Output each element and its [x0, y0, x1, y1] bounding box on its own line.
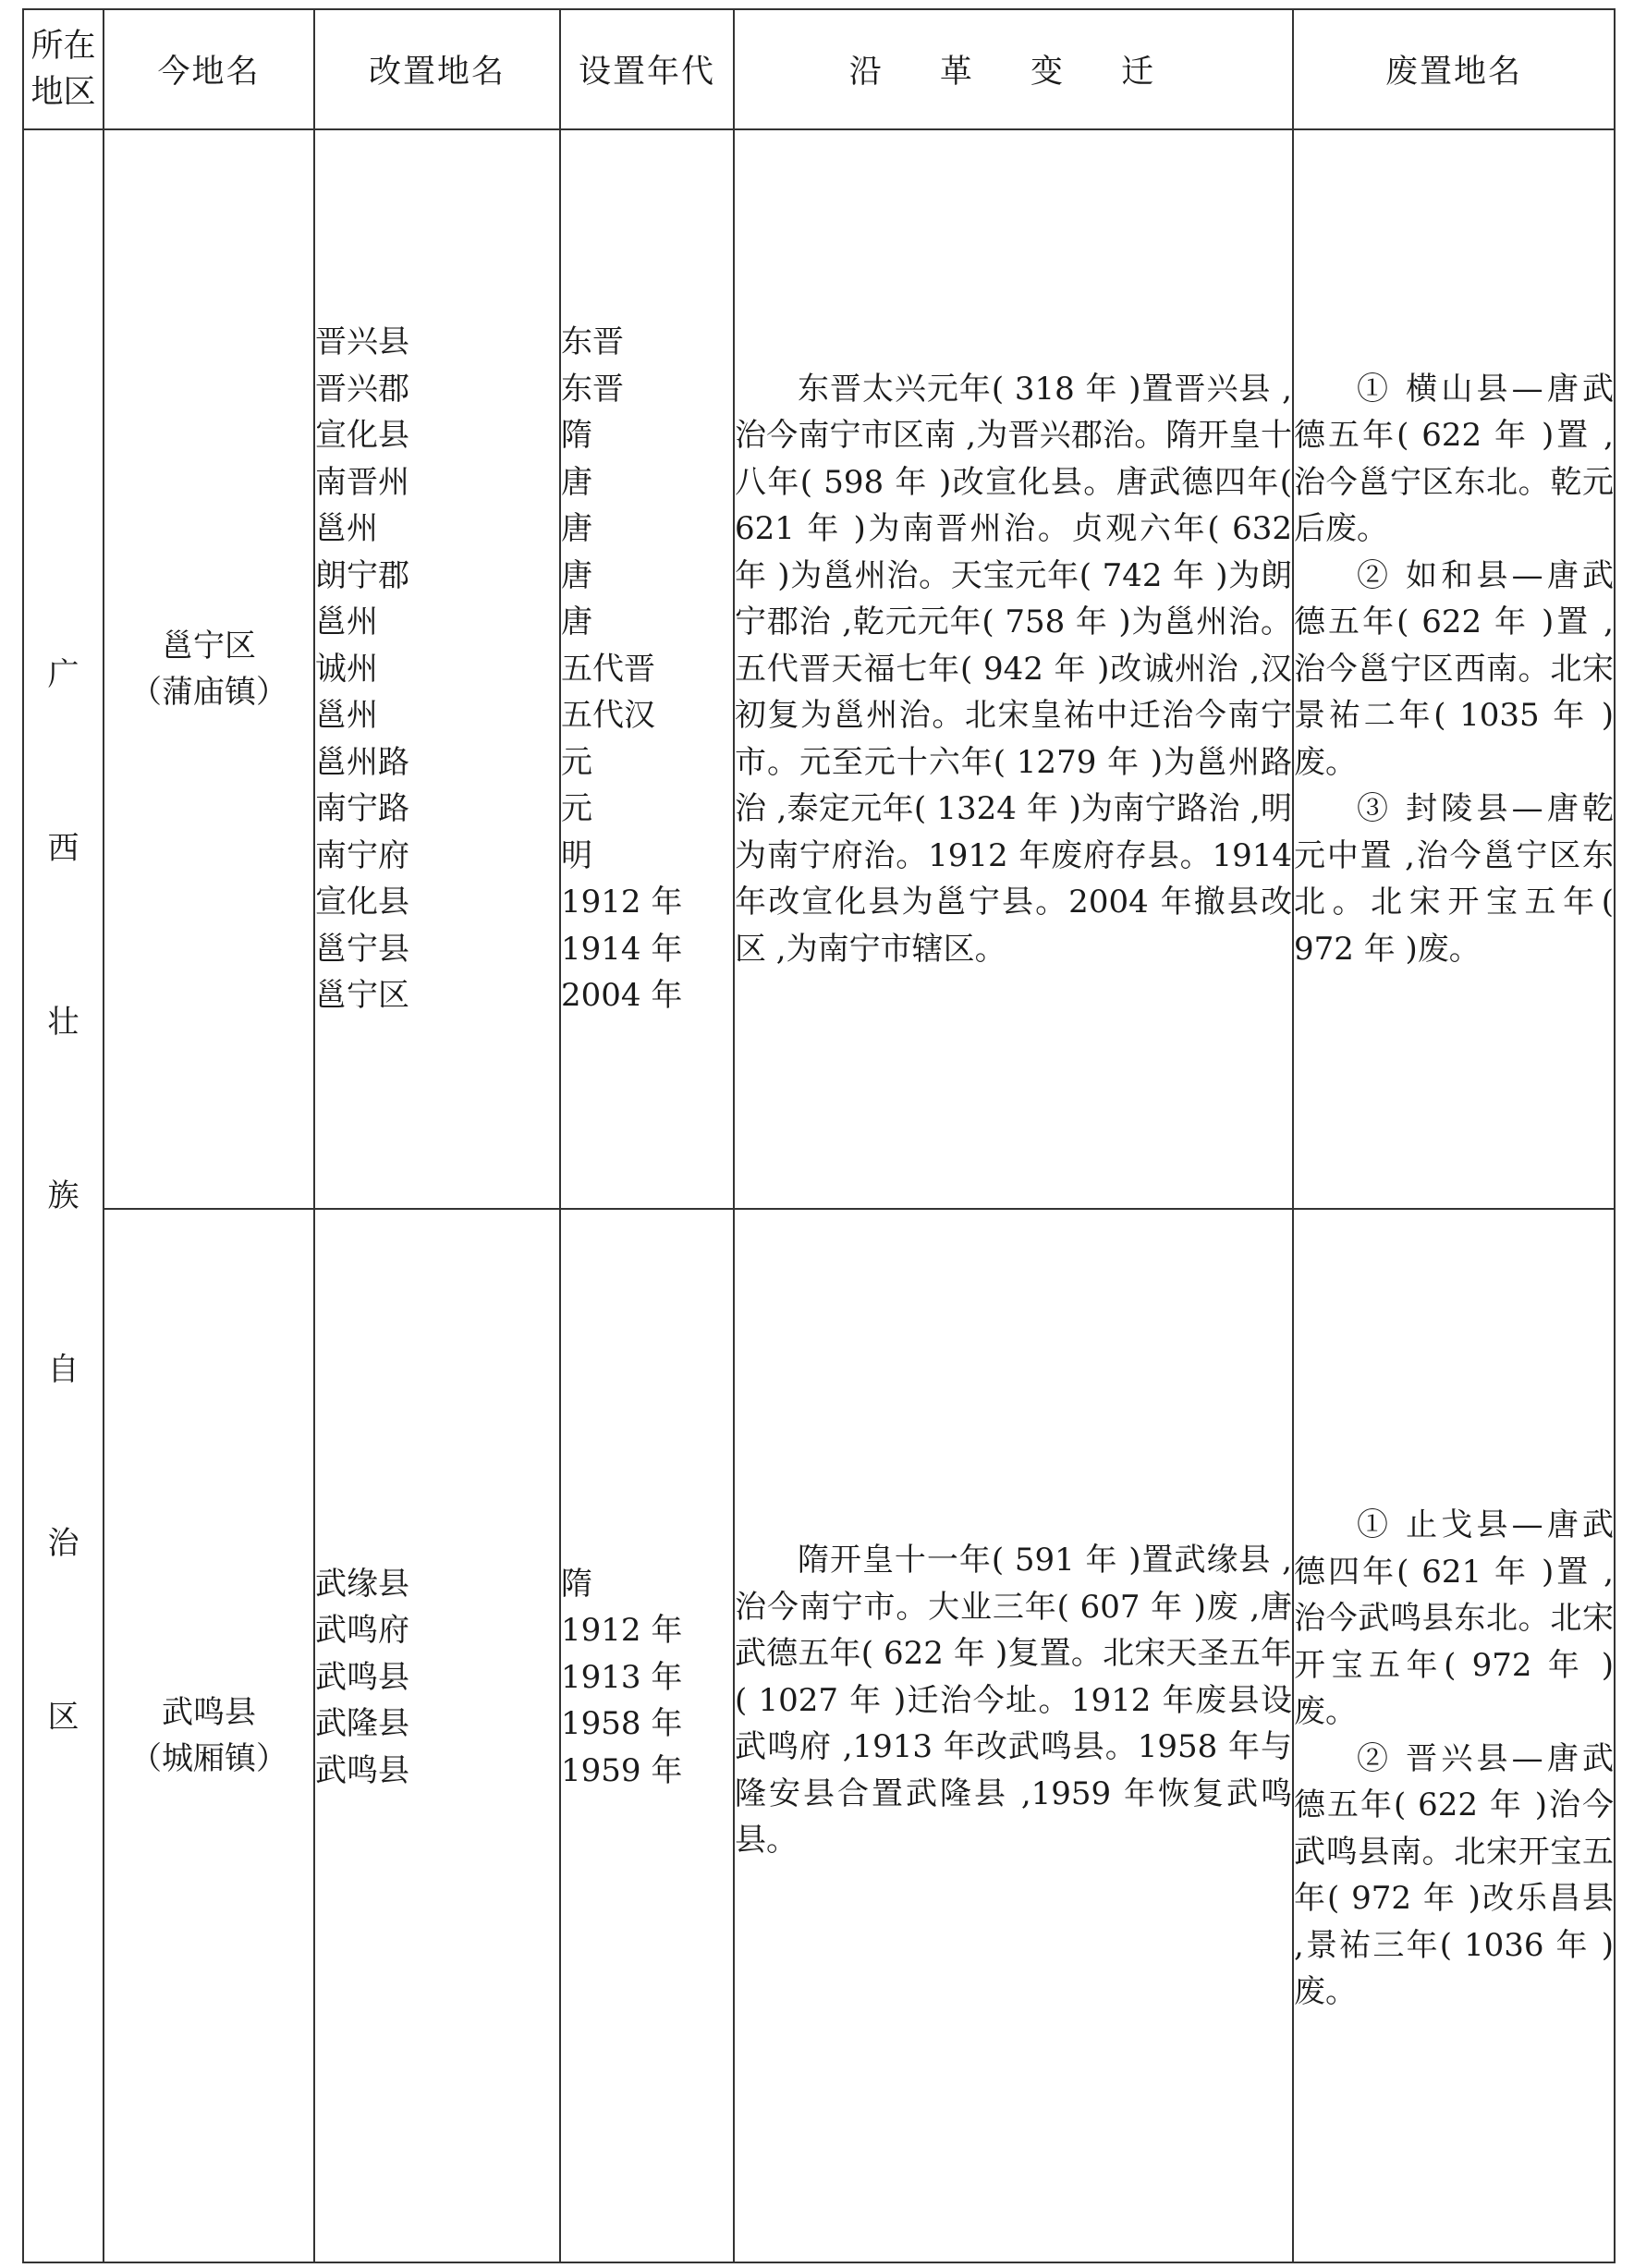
history-cell — [734, 1209, 1293, 2262]
abolished-item: ② 如和县—唐武德五年( 622 年 )置 ,治今邕宁区西南。北宋景祐二年( 1035 年 )废。 — [1294, 556, 1614, 781]
era-item: 1913 年 — [561, 1658, 683, 1696]
header-modern-name: 今地名 — [104, 9, 314, 129]
era-item: 1912 年 — [561, 884, 683, 921]
renamed-item: 邕州 — [315, 510, 378, 548]
era-cell — [560, 1209, 734, 2262]
header-history: 沿 革 变 迁 — [734, 9, 1293, 129]
modern-town: （城厢镇） — [130, 1740, 287, 1777]
renamed-item: 邕宁县 — [315, 930, 409, 968]
era-item: 1959 年 — [561, 1751, 683, 1789]
era-item: 唐 — [561, 604, 592, 641]
renamed-item: 南宁路 — [315, 790, 409, 828]
renamed-item: 晋兴郡 — [315, 370, 409, 408]
renamed-cell — [314, 129, 560, 1209]
header-era: 设置年代 — [560, 9, 734, 129]
renamed-item: 邕宁区 — [315, 977, 409, 1015]
region-text — [24, 588, 103, 1804]
renamed-item: 武鸣府 — [315, 1612, 409, 1650]
era-item: 五代晋 — [561, 650, 655, 688]
history-cell — [734, 129, 1293, 1209]
region-char: 区 — [47, 1699, 79, 1736]
era-item: 东晋 — [561, 370, 624, 408]
renamed-item: 武鸣县 — [315, 1751, 409, 1789]
era-item: 唐 — [561, 463, 592, 501]
era-item: 元 — [561, 790, 592, 828]
header-region-line2: 地区 — [30, 74, 96, 111]
era-item: 明 — [561, 836, 592, 874]
era-cell — [560, 129, 734, 1209]
region-char: 治 — [47, 1525, 79, 1562]
abolished-item: ③ 封陵县—唐乾元中置 ,治今邕宁区东北。北宋开宝五年( 972 年 )废。 — [1294, 790, 1614, 968]
renamed-item: 宣化县 — [315, 417, 409, 455]
region-cell — [23, 129, 104, 2262]
gazetteer-table — [22, 8, 1616, 2263]
renamed-item: 邕州 — [315, 604, 378, 641]
era-item: 1914 年 — [561, 930, 683, 968]
era-item: 隋 — [561, 417, 592, 455]
renamed-item: 南晋州 — [315, 463, 409, 501]
renamed-item: 晋兴县 — [315, 323, 409, 361]
era-item: 元 — [561, 743, 592, 781]
era-item: 五代汉 — [561, 697, 655, 735]
modern-name: 邕宁区 — [162, 628, 256, 665]
history-text: 隋开皇十一年( 591 年 )置武缘县 ,治今南宁市。大业三年( 607 年 )废 ,唐武德五年( 622 年 )复置。北宋天圣五年( 1027 年 )迁治今址。1912 年废县设武鸣府 ,1913 年改武鸣县。1958 年与隆安县合置武隆县 ,1959 年恢复武鸣县。 — [735, 1542, 1292, 1860]
region-char: 自 — [47, 1351, 79, 1388]
era-item: 2004 年 — [561, 977, 683, 1015]
era-item: 1912 年 — [561, 1612, 683, 1650]
era-item: 东晋 — [561, 323, 624, 361]
header-region — [23, 9, 104, 129]
renamed-cell — [314, 1209, 560, 2262]
renamed-item: 武缘县 — [315, 1565, 409, 1603]
region-char: 西 — [47, 830, 79, 867]
era-item: 1958 年 — [561, 1705, 683, 1743]
header-region-line1: 所在 — [30, 27, 96, 65]
modern-name: 武鸣县 — [162, 1694, 256, 1731]
abolished-cell — [1293, 1209, 1615, 2262]
renamed-item: 宣化县 — [315, 884, 409, 921]
modern-name-cell — [104, 1209, 314, 2262]
abolished-item: ① 止戈县—唐武德四年( 621 年 )置 ,治今武鸣县东北。北宋开宝五年( 972 年 )废。 — [1294, 1506, 1614, 1731]
modern-town: （蒲庙镇） — [130, 674, 287, 711]
abolished-item: ② 晋兴县—唐武德五年( 622 年 )治今武鸣县南。北宋开宝五年( 972 年 )改乐昌县 ,景祐三年( 1036 年 )废。 — [1294, 1739, 1614, 2011]
renamed-item: 邕州 — [315, 697, 378, 735]
renamed-item: 武鸣县 — [315, 1658, 409, 1696]
region-char: 族 — [47, 1177, 79, 1214]
table-row — [23, 1209, 1615, 2262]
renamed-item: 南宁府 — [315, 836, 409, 874]
table-row — [23, 129, 1615, 1209]
region-char: 壮 — [47, 1004, 79, 1041]
abolished-item: ① 横山县—唐武德五年( 622 年 )置 ,治今邕宁区东北。乾元后废。 — [1294, 370, 1614, 548]
history-text: 东晋太兴元年( 318 年 )置晋兴县 ,治今南宁市区南 ,为晋兴郡治。隋开皇十八年( 598 年 )改宣化县。唐武德四年( 621 年 )为南晋州治。贞观六年( 632 年 )为邕州治。天宝元年( 742 年 )为朗宁郡治 ,乾元元年( 758 年 )为邕州治。五代晋天福七年( 942 年 )改诚州治 ,汉初复为邕州治。北宋皇祐中迁治今南宁市。元至元十六年( 1279 年 )为邕州路治 ,泰定元年( 1324 年 )为南宁路治 ,明为南宁府治。1912 年废府存县。1914 年改宣化县为邕宁县。2004 年撤县改区 ,为南宁市辖区。 — [735, 370, 1292, 968]
renamed-item: 武隆县 — [315, 1705, 409, 1743]
era-item: 唐 — [561, 510, 592, 548]
header-row — [23, 9, 1615, 129]
renamed-item: 朗宁郡 — [315, 556, 409, 594]
renamed-item: 邕州路 — [315, 743, 409, 781]
modern-name-cell — [104, 129, 314, 1209]
abolished-cell — [1293, 129, 1615, 1209]
header-abolished: 废置地名 — [1293, 9, 1615, 129]
renamed-item: 诚州 — [315, 650, 378, 688]
era-item: 隋 — [561, 1565, 592, 1603]
era-item: 唐 — [561, 556, 592, 594]
header-renamed: 改置地名 — [314, 9, 560, 129]
region-char: 广 — [47, 656, 79, 693]
